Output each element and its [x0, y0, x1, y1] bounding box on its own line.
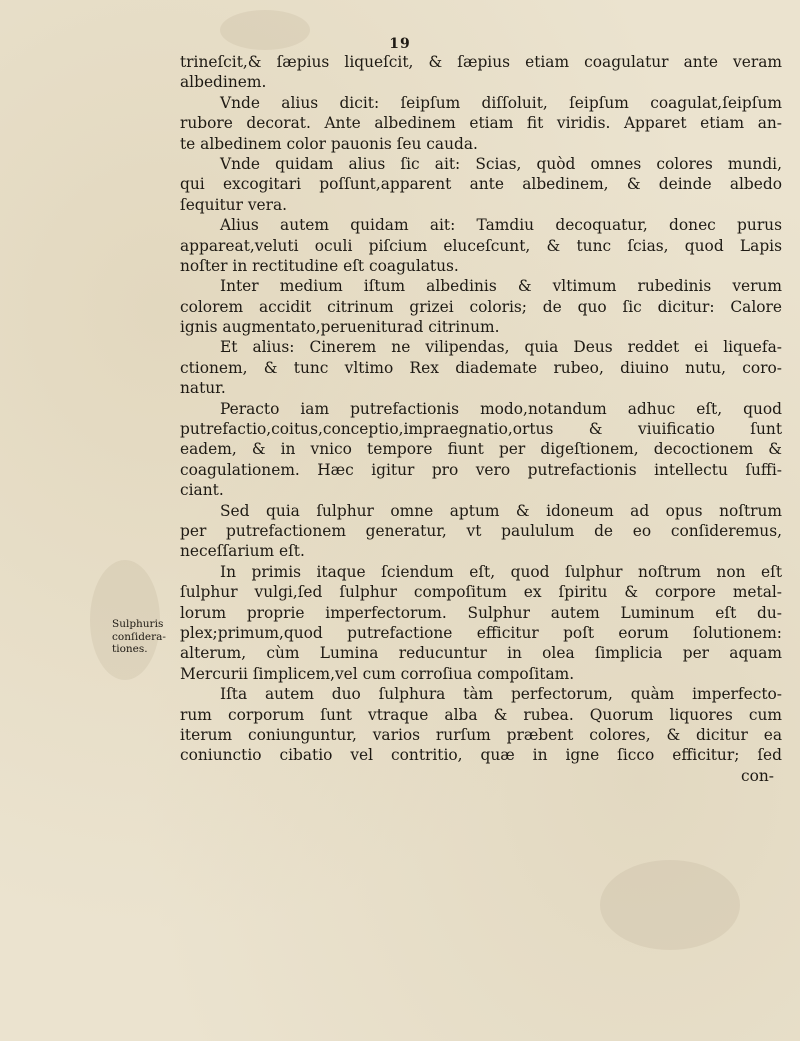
text-line: appareat,veluti oculi piſcium eluceſcunt, & tunc ſcias, quod Lapis [180, 236, 782, 255]
margin-note-line: conſidera- [112, 630, 166, 643]
text-line: alterum, cùm Lumina reducuntur in olea ſimplicia per aquam [180, 644, 782, 663]
text-line: Peracto iam putrefactionis modo,notandum adhuc eſt, quod [220, 399, 782, 418]
text-line: coniunctio cibatio vel contritio, quæ in igne ſicco efficitur; ſed [180, 746, 782, 765]
text-line: eadem, & in vnico tempore fiunt per digeſtionem, decoctionem & [180, 440, 782, 459]
text-line: colorem accidit citrinum grizei coloris; de quo ſic dicitur: Calore [180, 297, 782, 316]
text-line: ciant. [180, 481, 224, 500]
catchword: con- [741, 766, 774, 785]
body-text [180, 52, 782, 786]
text-line: Et alius: Cinerem ne vilipendas, quia Deus reddet ei liquefa- [220, 338, 782, 357]
text-line: rubore decorat. Ante albedinem etiam fit viridis. Apparet etiam an- [180, 114, 782, 133]
text-line: Inter medium iſtum albedinis & vltimum rubedinis verum [220, 277, 782, 296]
margin-note [112, 618, 176, 656]
paper-stain [600, 860, 740, 950]
text-line: neceſſarium eſt. [180, 542, 305, 561]
text-line: Iſta autem duo ſulphura tàm perfectorum, quàm imperfecto- [220, 685, 782, 704]
text-line: ctionem, & tunc vltimo Rex diademate rubeo, diuino nutu, coro- [180, 358, 782, 377]
text-line: ſulphur vulgi,ſed ſulphur compoſitum ex ſpiritu & corpore metal- [180, 583, 782, 602]
text-line: per putrefactionem generatur, vt paululum de eo conſideremus, [180, 521, 782, 540]
text-line: natur. [180, 379, 226, 398]
margin-note-line: Sulphuris [112, 618, 164, 630]
text-line: albedinem. [180, 73, 267, 92]
text-line: Vnde quidam alius ſic ait: Scias, quòd omnes colores mundi, [220, 154, 782, 173]
text-line: te albedinem color pauonis ſeu cauda. [180, 134, 478, 153]
text-line: lorum proprie imperfectorum. Sulphur autem Luminum eſt du- [180, 603, 782, 622]
page-number: 19 [389, 36, 411, 52]
text-line: Vnde alius dicit: ſeipſum diſſoluit, ſeipſum coagulat,ſeipſum [220, 93, 782, 112]
text-line: noſter in rectitudine eſt coagulatus. [180, 256, 459, 275]
text-line: iterum coniunguntur, varios rurſum præbent colores, & dicitur ea [180, 725, 782, 744]
text-line: In primis itaque ſciendum eſt, quod ſulphur noſtrum non eſt [220, 562, 782, 581]
text-line: ſequitur vera. [180, 195, 288, 214]
text-line: putrefactio,coitus,conceptio,impraegnatio,ortus & viuificatio ſunt [180, 420, 782, 439]
text-line: ignis augmentato,perueniturad citrinum. [180, 318, 500, 337]
margin-note-line: tiones. [112, 643, 148, 655]
text-line: Alius autem quidam ait: Tamdiu decoquatur, donec purus [220, 216, 782, 235]
text-line: trineſcit,& ſæpius liqueſcit, & ſæpius etiam coagulatur ante veram [180, 53, 782, 71]
text-line: qui excogitari poſſunt,apparent ante albedinem, & deinde albedo [180, 175, 782, 194]
text-line: plex;primum,quod putrefactione efficitur poſt eorum ſolutionem: [180, 623, 782, 642]
text-line: Sed quia ſulphur omne aptum & idoneum ad opus noſtrum [220, 501, 782, 520]
text-line: rum corporum ſunt vtraque alba & rubea. Quorum liquores cum [180, 705, 782, 724]
text-line: Mercurii ſimplicem,vel cum corroſiua compoſitam. [180, 664, 575, 683]
text-line: coagulationem. Hæc igitur pro vero putrefactionis intellectu ſuffi- [180, 460, 782, 479]
